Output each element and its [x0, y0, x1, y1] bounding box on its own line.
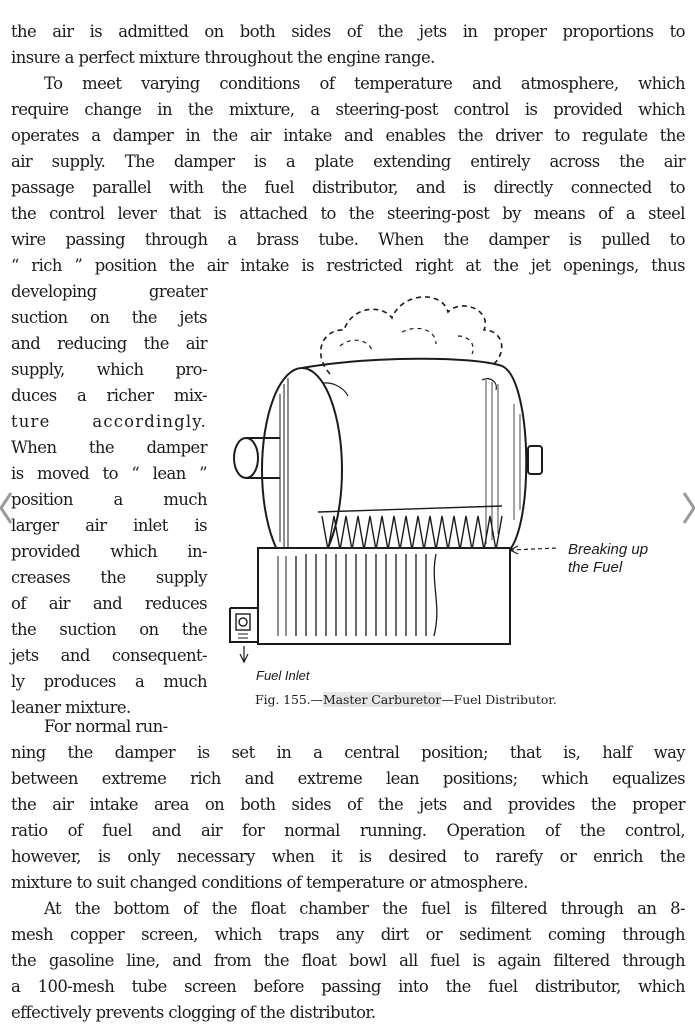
paragraph-2-line-7: wire passing through a brass tube. When the damper is pulled to — [11, 230, 685, 249]
paragraph-3-line-7: mixture to suit changed conditions of temperature or atmosphere. — [11, 873, 528, 892]
column-line: creases the supply — [11, 568, 207, 587]
column-line: and reducing the air — [11, 334, 207, 353]
caption-suffix: —Fuel Distributor. — [441, 692, 557, 707]
column-line: provided which in- — [11, 542, 207, 561]
paragraph-4-line-3: the gasoline line, and from the float bowl all fuel is again filtered through — [11, 951, 685, 970]
next-page-button[interactable] — [679, 488, 695, 528]
chevron-left-icon — [0, 491, 14, 525]
label-the-fuel: the Fuel — [568, 559, 623, 576]
chevron-right-icon — [681, 491, 695, 525]
paragraph-2-line-6: the control lever that is attached to the steering-post by means of a steel — [11, 204, 685, 223]
paragraph-2-line-1: To meet varying conditions of temperature and atmosphere, which — [44, 74, 685, 93]
column-line: developing greater — [11, 282, 207, 301]
column-line: suction on the jets — [11, 308, 207, 327]
column-line: the suction on the — [11, 620, 207, 639]
column-line: duces a richer mix- — [11, 386, 207, 405]
label-breaking-up: Breaking up — [568, 541, 649, 558]
paragraph-3-line-6: however, is only necessary when it is desired to rarefy or enrich the — [11, 847, 685, 866]
column-line: ly produces a much — [11, 672, 207, 691]
paragraph-4-line-2: mesh copper screen, which traps any dirt or sediment coming through — [11, 925, 685, 944]
carburetor-illustration — [222, 284, 682, 684]
paragraph-1-line-1: the air is admitted on both sides of the jets in proper proportions to — [11, 22, 685, 41]
paragraph-1-line-2: insure a perfect mixture throughout the engine range. — [11, 48, 435, 67]
paragraph-2-line-4: air supply. The damper is a plate extending entirely across the air — [11, 152, 685, 171]
paragraph-2-line-3: operates a damper in the air intake and enables the driver to regulate the — [11, 126, 685, 145]
column-line: When the damper — [11, 438, 207, 457]
column-line: of air and reduces — [11, 594, 207, 613]
paragraph-2-line-2: require change in the mixture, a steering-post control is provided which — [11, 100, 685, 119]
paragraph-4-line-4: a 100-mesh tube screen before passing into the fuel distributor, which — [11, 977, 685, 996]
paragraph-4-line-1: At the bottom of the float chamber the fuel is filtered through an 8- — [44, 899, 685, 918]
paragraph-3-line-2: ning the damper is set in a central position; that is, half way — [11, 743, 685, 762]
paragraph-3-line-4: the air intake area on both sides of the jets and provides the proper — [11, 795, 685, 814]
paragraph-3-line-5: ratio of fuel and air for normal running. Operation of the control, — [11, 821, 685, 840]
column-line: leaner mixture. — [11, 698, 131, 717]
column-line: supply, which pro- — [11, 360, 207, 379]
paragraph-3-line-3: between extreme rich and extreme lean positions; which equalizes — [11, 769, 685, 788]
column-line: is moved to “ lean ” — [11, 464, 207, 483]
column-line: position a much — [11, 490, 207, 509]
paragraph-4-line-5: effectively prevents clogging of the distributor. — [11, 1003, 376, 1022]
paragraph-3-line-1: For normal run- — [44, 717, 168, 736]
previous-page-button[interactable] — [0, 488, 16, 528]
column-line: jets and consequent- — [11, 646, 207, 665]
paragraph-2-line-5: passage parallel with the fuel distributor, and is directly connected to — [11, 178, 685, 197]
column-line: ture accordingly. — [11, 412, 207, 431]
paragraph-2-line-8: “ rich ” position the air intake is restricted right at the jet openings, thus — [11, 256, 685, 275]
column-line: larger air inlet is — [11, 516, 207, 535]
caption-prefix: Fig. 155.— — [255, 692, 323, 707]
caption-highlight: Master Carburetor — [322, 692, 442, 707]
figure-caption — [255, 690, 557, 710]
label-fuel-inlet: Fuel Inlet — [256, 668, 310, 683]
